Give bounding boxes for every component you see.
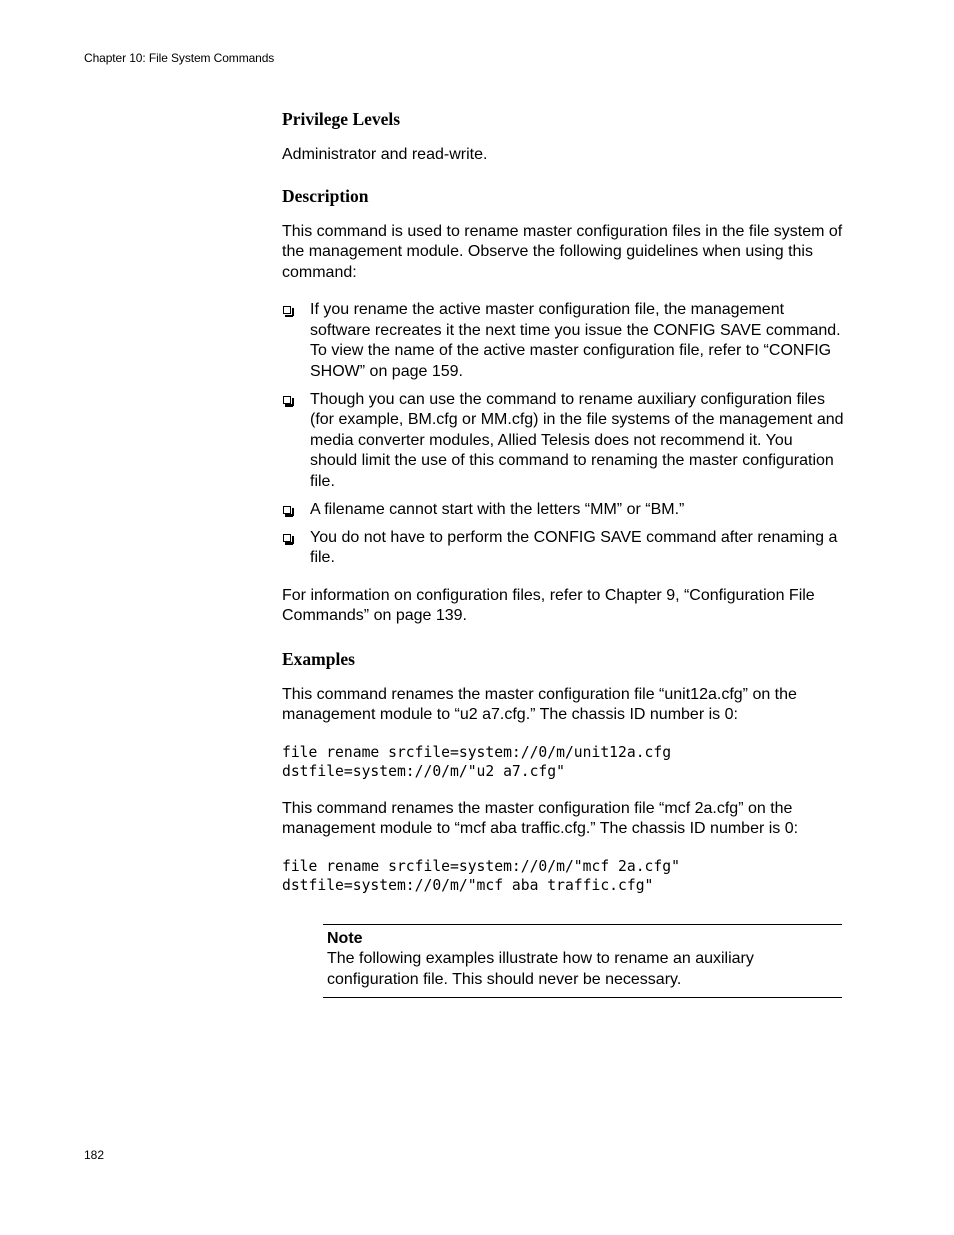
list-item bbox=[282, 500, 844, 521]
description-outro: For information on configuration files, refer to Chapter 9, “Configuration File Commands” on page 139. bbox=[282, 586, 815, 624]
list-item-text: You do not have to perform the CONFIG SAVE command after renaming a file. bbox=[310, 528, 838, 566]
examples-heading: Examples bbox=[282, 648, 355, 669]
example-1-code: file rename srcfile=system://0/m/unit12a.cfg dstfile=system://0/m/"u2 a7.cfg" bbox=[282, 743, 672, 780]
list-item-text: Though you can use the command to rename auxiliary configuration files (for example, BM.cfg or MM.cfg) in the file systems of the management and media converter modules, Allied Telesis does not recommend it. You should limit the use of this command to renaming the master configuration file. bbox=[310, 390, 844, 490]
page-number: 182 bbox=[84, 1148, 105, 1162]
privilege-levels-heading: Privilege Levels bbox=[282, 109, 401, 129]
main-content bbox=[282, 107, 844, 896]
running-header: Chapter 10: File System Commands bbox=[84, 51, 275, 65]
description-intro: This command is used to rename master configuration files in the file system of the management module. Observe the following guidelines when using this command: bbox=[282, 222, 843, 281]
list-item-text: A filename cannot start with the letters “MM” or “BM.” bbox=[310, 500, 685, 518]
list-item-text: If you rename the active master configuration file, the management software recreates it the next time you issue the CONFIG SAVE command. To view the name of the active master configuration file, refer to “CONFIG SHOW” on page 159. bbox=[310, 301, 841, 380]
privilege-levels-text: Administrator and read-write. bbox=[282, 146, 488, 163]
description-heading: Description bbox=[282, 185, 369, 206]
example-2-text: This command renames the master configuration file “mcf 2a.cfg” on the management module to “mcf aba traffic.cfg.” The chassis ID number is 0: bbox=[282, 799, 799, 837]
list-item bbox=[282, 300, 844, 382]
list-item bbox=[282, 390, 844, 493]
note-title: Note bbox=[327, 930, 363, 947]
checkbox-bullet-icon bbox=[283, 306, 291, 314]
list-item bbox=[282, 528, 844, 569]
checkbox-bullet-icon bbox=[283, 506, 291, 514]
checkbox-bullet-icon bbox=[283, 534, 291, 542]
note-box bbox=[323, 924, 842, 998]
example-1-text: This command renames the master configuration file “unit12a.cfg” on the management module to “u2 a7.cfg.” The chassis ID number is 0: bbox=[282, 685, 797, 723]
example-2-code: file rename srcfile=system://0/m/"mcf 2a.cfg" dstfile=system://0/m/"mcf aba traffic.cfg" bbox=[282, 857, 680, 894]
checkbox-bullet-icon bbox=[283, 396, 291, 404]
guidelines-list bbox=[282, 300, 844, 569]
note-text: The following examples illustrate how to rename an auxiliary configuration file. This should never be necessary. bbox=[327, 950, 754, 988]
